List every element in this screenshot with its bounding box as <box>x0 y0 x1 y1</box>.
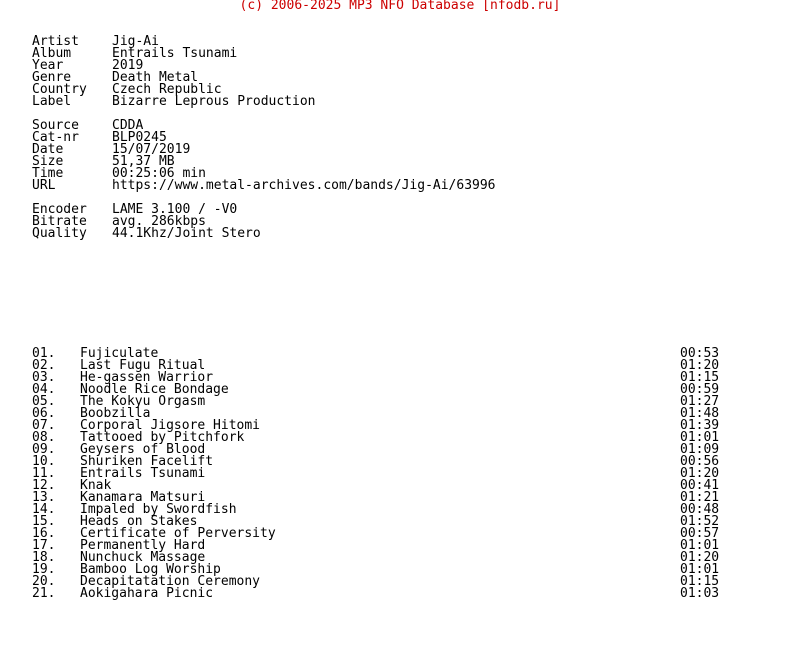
track-duration: 01:01 <box>680 538 720 553</box>
track-num: 15. <box>32 514 56 529</box>
source-value: 15/07/2019 <box>112 142 191 157</box>
track-title: Bamboo Log Worship <box>80 562 221 577</box>
track-duration: 01:15 <box>680 370 720 385</box>
track-title: He-gassen Warrior <box>80 370 214 385</box>
track-duration: 00:59 <box>680 382 720 397</box>
track-title: Nunchuck Massage <box>80 550 206 565</box>
info-label: Genre <box>32 70 72 85</box>
track-title: Geysers of Blood <box>80 442 206 457</box>
track-title: Shuriken Facelift <box>80 454 214 469</box>
track-num: 09. <box>32 442 56 457</box>
source-value: BLP0245 <box>112 130 167 145</box>
info-value: 2019 <box>112 58 144 73</box>
source-label: Size <box>32 154 64 169</box>
track-duration: 00:56 <box>680 454 720 469</box>
track-duration: 01:21 <box>680 490 720 505</box>
source-label: Cat-nr <box>32 130 79 145</box>
track-duration: 01:15 <box>680 574 720 589</box>
track-duration: 01:01 <box>680 562 720 577</box>
source-value: 51,37 MB <box>112 154 175 169</box>
track-title: Last Fugu Ritual <box>80 358 206 373</box>
info-label: Label <box>32 94 72 109</box>
track-num: 04. <box>32 382 56 397</box>
track-num: 13. <box>32 490 56 505</box>
source-value: 00:25:06 min <box>112 166 206 181</box>
track-duration: 01:20 <box>680 466 720 481</box>
track-title: Kanamara Matsuri <box>80 490 206 505</box>
track-num: 01. <box>32 346 56 361</box>
source-label: URL <box>32 178 56 193</box>
source-label: Date <box>32 142 64 157</box>
track-num: 10. <box>32 454 56 469</box>
encoding-label: Encoder <box>32 202 87 217</box>
info-label: Artist <box>32 34 79 49</box>
source-value: https://www.metal-archives.com/bands/Jig-Ai/63996 <box>112 178 496 193</box>
track-title: Boobzilla <box>80 406 151 421</box>
track-num: 05. <box>32 394 56 409</box>
encoding-value: LAME 3.100 / -V0 <box>112 202 238 217</box>
track-title: Permanently Hard <box>80 538 206 553</box>
track-row <box>32 468 752 480</box>
track-title: Fujiculate <box>80 346 159 361</box>
source-label: Source <box>32 118 79 133</box>
track-num: 16. <box>32 526 56 541</box>
track-title: Knak <box>80 478 112 493</box>
info-label: Album <box>32 46 72 61</box>
tracklist <box>32 348 752 600</box>
track-duration: 01:03 <box>680 586 720 601</box>
track-title: Impaled by Swordfish <box>80 502 237 517</box>
track-duration: 01:09 <box>680 442 720 457</box>
track-duration: 01:20 <box>680 550 720 565</box>
track-num: 11. <box>32 466 56 481</box>
track-title: The Kokyu Orgasm <box>80 394 206 409</box>
track-duration: 01:20 <box>680 358 720 373</box>
site-header: (c) 2006-2025 MP3 NFO Database [nfodb.ru] <box>239 0 561 13</box>
track-duration: 00:57 <box>680 526 720 541</box>
track-duration: 00:48 <box>680 502 720 517</box>
track-num: 14. <box>32 502 56 517</box>
encoding-label: Bitrate <box>32 214 87 229</box>
track-duration: 01:52 <box>680 514 720 529</box>
info-value: Entrails Tsunami <box>112 46 238 61</box>
info-value: Jig-Ai <box>112 34 159 49</box>
track-duration: 01:48 <box>680 406 720 421</box>
track-num: 03. <box>32 370 56 385</box>
track-title: Noodle Rice Bondage <box>80 382 229 397</box>
encoding-value: 44.1Khz/Joint Stero <box>112 226 261 241</box>
track-num: 17. <box>32 538 56 553</box>
encoding-value: avg. 286kbps <box>112 214 206 229</box>
track-title: Certificate of Perversity <box>80 526 276 541</box>
track-duration: 01:01 <box>680 430 720 445</box>
info-label: Year <box>32 58 64 73</box>
track-row <box>32 588 752 600</box>
track-num: 20. <box>32 574 56 589</box>
track-title: Decapitatation Ceremony <box>80 574 261 589</box>
info-value: Death Metal <box>112 70 199 85</box>
track-title: Entrails Tsunami <box>80 466 206 481</box>
track-num: 07. <box>32 418 56 433</box>
track-duration: 00:41 <box>680 478 720 493</box>
info-value: Bizarre Leprous Production <box>112 94 316 109</box>
track-duration: 01:27 <box>680 394 720 409</box>
track-num: 02. <box>32 358 56 373</box>
track-duration: 01:39 <box>680 418 720 433</box>
track-title: Tattooed by Pitchfork <box>80 430 245 445</box>
info-value: Czech Republic <box>112 82 222 97</box>
track-num: 18. <box>32 550 56 565</box>
track-title: Heads on Stakes <box>80 514 198 529</box>
track-num: 21. <box>32 586 56 601</box>
track-title: Aokigahara Picnic <box>80 586 214 601</box>
track-num: 19. <box>32 562 56 577</box>
track-num: 08. <box>32 430 56 445</box>
source-value: CDDA <box>112 118 144 133</box>
track-num: 06. <box>32 406 56 421</box>
track-title: Corporal Jigsore Hitomi <box>80 418 261 433</box>
source-label: Time <box>32 166 64 181</box>
track-duration: 00:53 <box>680 346 720 361</box>
encoding-label: Quality <box>32 226 87 241</box>
track-num: 12. <box>32 478 56 493</box>
info-label: Country <box>32 82 87 97</box>
